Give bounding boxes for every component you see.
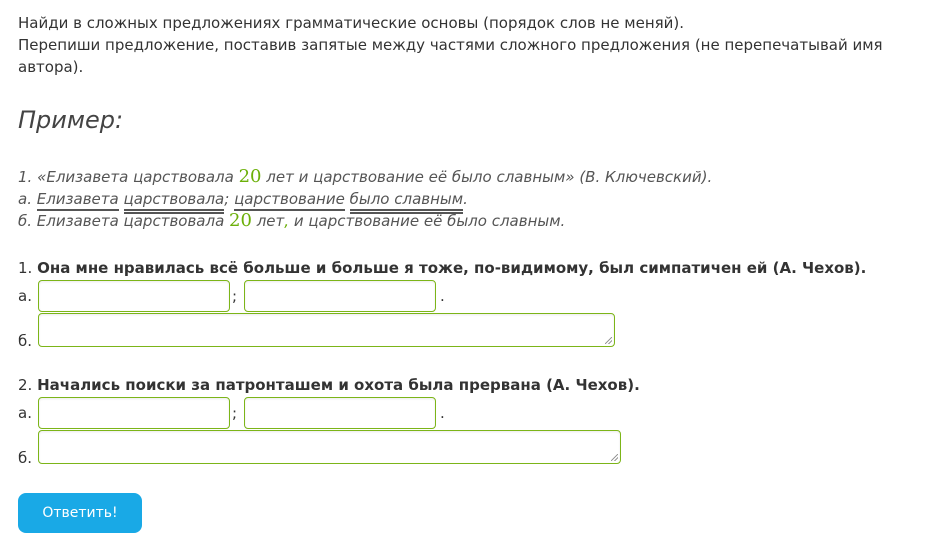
question-1-label-a: а. (18, 287, 32, 305)
example-a-end: . (463, 190, 468, 208)
example-title: Пример: (18, 106, 124, 134)
example-number: 20 (238, 166, 262, 187)
question-2 (18, 374, 640, 396)
question-2-part-2-input[interactable] (244, 397, 436, 429)
resize-handle-icon[interactable] (605, 337, 612, 344)
question-1-part-1-input[interactable] (38, 280, 230, 312)
instruction-line-1: Найди в сложных предложениях грамматические основы (порядок слов не меняй). (18, 14, 685, 32)
example-answer-a (18, 189, 468, 209)
question-2-part-1-input[interactable] (38, 397, 230, 429)
submit-button[interactable]: Ответить! (18, 493, 142, 533)
question-1-part-2-input[interactable] (244, 280, 436, 312)
example-b-number: 20 (229, 210, 252, 231)
question-2-label-a: а. (18, 404, 32, 422)
question-2-separator: ; (232, 404, 238, 422)
question-2-number: 2. (18, 376, 33, 394)
instructions (18, 12, 898, 78)
example-predicate-2: было славным (350, 190, 463, 211)
example-b-prefix: б. Елизавета царствовала (18, 212, 230, 230)
question-1-text: Она мне нравилась всё больше и больше я тоже, по-видимому, был симпатичен ей (А. Чехов). (37, 259, 867, 277)
example-subject-1: Елизавета (37, 190, 119, 211)
instruction-line-3: автора). (18, 58, 84, 76)
question-2-sentence-textarea[interactable] (38, 430, 621, 464)
question-1-label-b: б. (18, 332, 33, 350)
example-b-mid: лет (251, 212, 285, 230)
example-sentence (18, 167, 712, 187)
example-semicolon: ; (224, 190, 230, 208)
question-1-separator: ; (232, 287, 238, 305)
example-a-prefix: а. (18, 190, 37, 208)
instruction-line-2: Перепиши предложение, поставив запятые между частями сложного предложения (не перепечатывай имя (18, 36, 883, 54)
example-subject-2: царствование (234, 190, 345, 211)
question-1-sentence-textarea[interactable] (38, 313, 615, 347)
question-2-end: . (440, 404, 445, 422)
example-b-suffix: и царствование её было славным. (289, 212, 566, 230)
question-2-label-b: б. (18, 449, 33, 467)
example-predicate-1: царствовала (124, 190, 225, 211)
example-answer-b (18, 211, 565, 231)
example-sentence-suffix: лет и царствование её было славным» (В. Ключевский). (261, 168, 713, 186)
question-2-text: Начались поиски за патронташем и охота была прервана (А. Чехов). (37, 376, 640, 394)
example-b-comma: , (284, 212, 290, 230)
example-sentence-prefix: 1. «Елизавета царствовала (18, 168, 239, 186)
question-1-end: . (440, 287, 445, 305)
question-1 (18, 257, 866, 279)
question-1-number: 1. (18, 259, 33, 277)
resize-handle-icon[interactable] (611, 454, 618, 461)
